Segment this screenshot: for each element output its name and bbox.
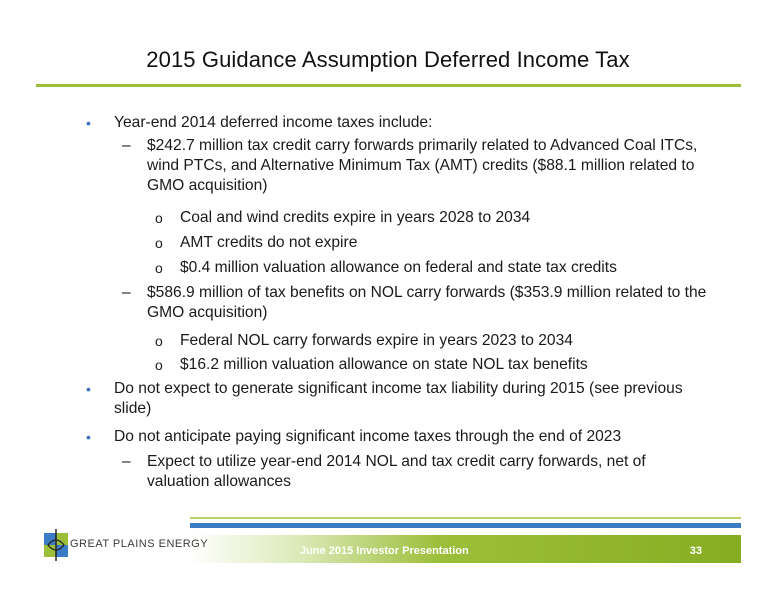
presentation-label: June 2015 Investor Presentation — [300, 545, 469, 557]
footer-rule-blue — [190, 523, 741, 528]
sub-sub-bullet-text: Coal and wind credits expire in years 2028 to 2034 — [180, 209, 531, 226]
dash-marker: – — [122, 284, 131, 301]
sub-bullet-text: $242.7 million tax credit carry forwards primarily related to Advanced Coal ITCs, wind PTCs, and Alternative Minimum Tax (AMT) credits ($88.1 million related to GMO acquisition) — [147, 137, 698, 194]
company-logo-text: GREAT PLAINS ENERGY — [70, 538, 209, 550]
slide-title: 2015 Guidance Assumption Deferred Income Tax — [146, 47, 630, 72]
footer-rule-green — [190, 517, 741, 519]
circle-marker: o — [155, 210, 163, 226]
sub-sub-bullet-text: $0.4 million valuation allowance on federal and state tax credits — [180, 259, 617, 276]
sub-sub-bullet-text: AMT credits do not expire — [180, 234, 358, 251]
bullet-text: Do not expect to generate significant income tax liability during 2015 (see previous slide) — [114, 380, 683, 417]
bullet-marker: • — [86, 381, 91, 397]
title-divider — [36, 84, 741, 87]
sub-bullet-text: Expect to utilize year-end 2014 NOL and tax credit carry forwards, net of valuation allowances — [147, 453, 646, 490]
circle-marker: o — [155, 235, 163, 251]
circle-marker: o — [155, 357, 163, 373]
bullet-text: Year-end 2014 deferred income taxes include: — [114, 114, 433, 131]
circle-marker: o — [155, 260, 163, 276]
page-number: 33 — [689, 545, 702, 557]
bullet-marker: • — [86, 115, 91, 131]
bullet-marker: • — [86, 429, 91, 445]
sub-bullet-text: $586.9 million of tax benefits on NOL carry forwards ($353.9 million related to the GMO acquisition) — [147, 284, 707, 321]
sub-sub-bullet-text: Federal NOL carry forwards expire in years 2023 to 2034 — [180, 332, 573, 349]
sub-sub-bullet-text: $16.2 million valuation allowance on state NOL tax benefits — [180, 356, 588, 373]
dash-marker: – — [122, 137, 131, 154]
dash-marker: – — [122, 453, 131, 470]
bullet-text: Do not anticipate paying significant income taxes through the end of 2023 — [114, 428, 622, 445]
circle-marker: o — [155, 333, 163, 349]
